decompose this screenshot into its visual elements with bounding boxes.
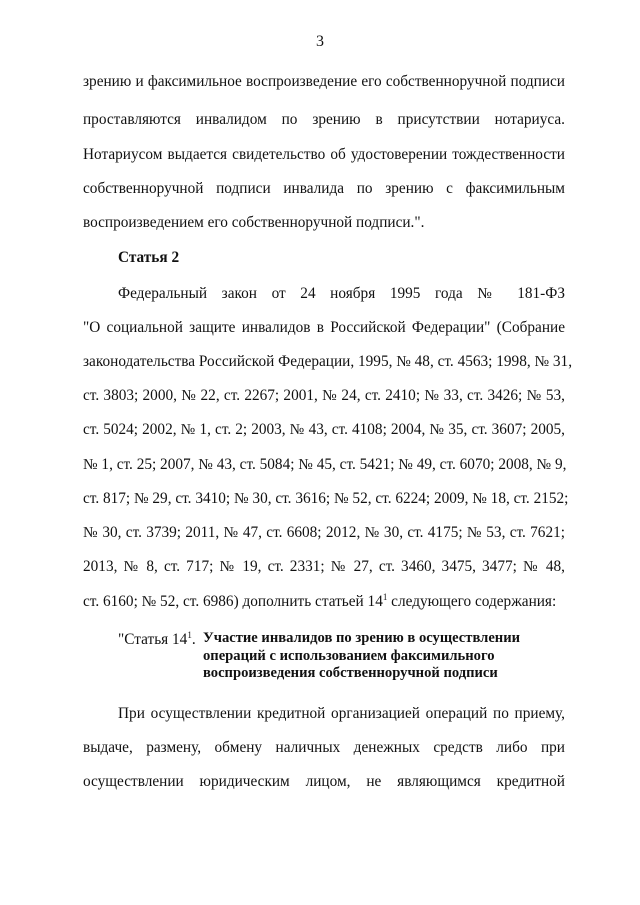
article-label-text: "Статья 14 (118, 631, 188, 648)
article-title (203, 630, 548, 683)
paragraph-line (83, 592, 565, 612)
paragraph-line: проставляются инвалидом по зрению в присутствии нотариуса. (83, 111, 565, 128)
line-text: ст. 6160; № 52, ст. 6986) дополнить статьей 14 (83, 593, 383, 610)
line-text: следующего содержания: (387, 593, 557, 610)
paragraph-line: воспроизведением его собственноручной подписи.". (83, 214, 425, 231)
paragraph-line: собственноручной подписи инвалида по зрению с факсимильным (83, 180, 565, 197)
superscript: 1 (187, 629, 192, 640)
paragraph-line: № 30, ст. 3739; 2011, № 47, ст. 6608; 2012, № 30, ст. 4175; № 53, ст. 7621; (83, 524, 565, 541)
paragraph-line: "О социальной защите инвалидов в Российской Федерации" (Собрание (83, 319, 565, 336)
paragraph-line: зрению и факсимильное воспроизведение его собственноручной подписи (83, 73, 565, 90)
article-title-line: операций с использованием факсимильного (203, 647, 495, 664)
article-label (118, 631, 196, 649)
paragraph-line: 2013, № 8, ст. 717; № 19, ст. 2331; № 27, ст. 3460, 3475, 3477; № 48, (83, 558, 565, 575)
paragraph-line: осуществлении юридическим лицом, не являющимся кредитной (83, 773, 565, 790)
page-number: 3 (316, 33, 324, 50)
paragraph-line: № 1, ст. 25; 2007, № 43, ст. 5084; № 45, ст. 5421; № 49, ст. 6070; 2008, № 9, (83, 456, 567, 473)
paragraph-line: выдаче, размену, обмену наличных денежных средств либо при (83, 739, 565, 756)
article-heading: Статья 2 (118, 249, 180, 266)
article-title-line: Участие инвалидов по зрению в осуществлении (203, 630, 521, 646)
article-title-line: воспроизведения собственноручной подписи (203, 665, 498, 681)
paragraph-line: ст. 5024; 2002, № 1, ст. 2; 2003, № 43, ст. 4108; 2004, № 35, ст. 3607; 2005, (83, 421, 565, 438)
paragraph-line: Федеральный закон от 24 ноября 1995 года № 181-ФЗ (118, 285, 565, 302)
paragraph-line: ст. 3803; 2000, № 22, ст. 2267; 2001, № 24, ст. 2410; № 33, ст. 3426; № 53, (83, 387, 565, 404)
superscript: 1 (382, 591, 388, 602)
paragraph-line: ст. 817; № 29, ст. 3410; № 30, ст. 3616; № 52, ст. 6224; 2009, № 18, ст. 2152; (83, 490, 569, 507)
paragraph-line: законодательства Российской Федерации, 1995, № 48, ст. 4563; 1998, № 31, (83, 353, 573, 370)
article-label-text: . (191, 631, 196, 648)
paragraph-line: При осуществлении кредитной организацией операций по приему, (118, 705, 565, 722)
paragraph-line: Нотариусом выдается свидетельство об удостоверении тождественности (83, 146, 565, 163)
